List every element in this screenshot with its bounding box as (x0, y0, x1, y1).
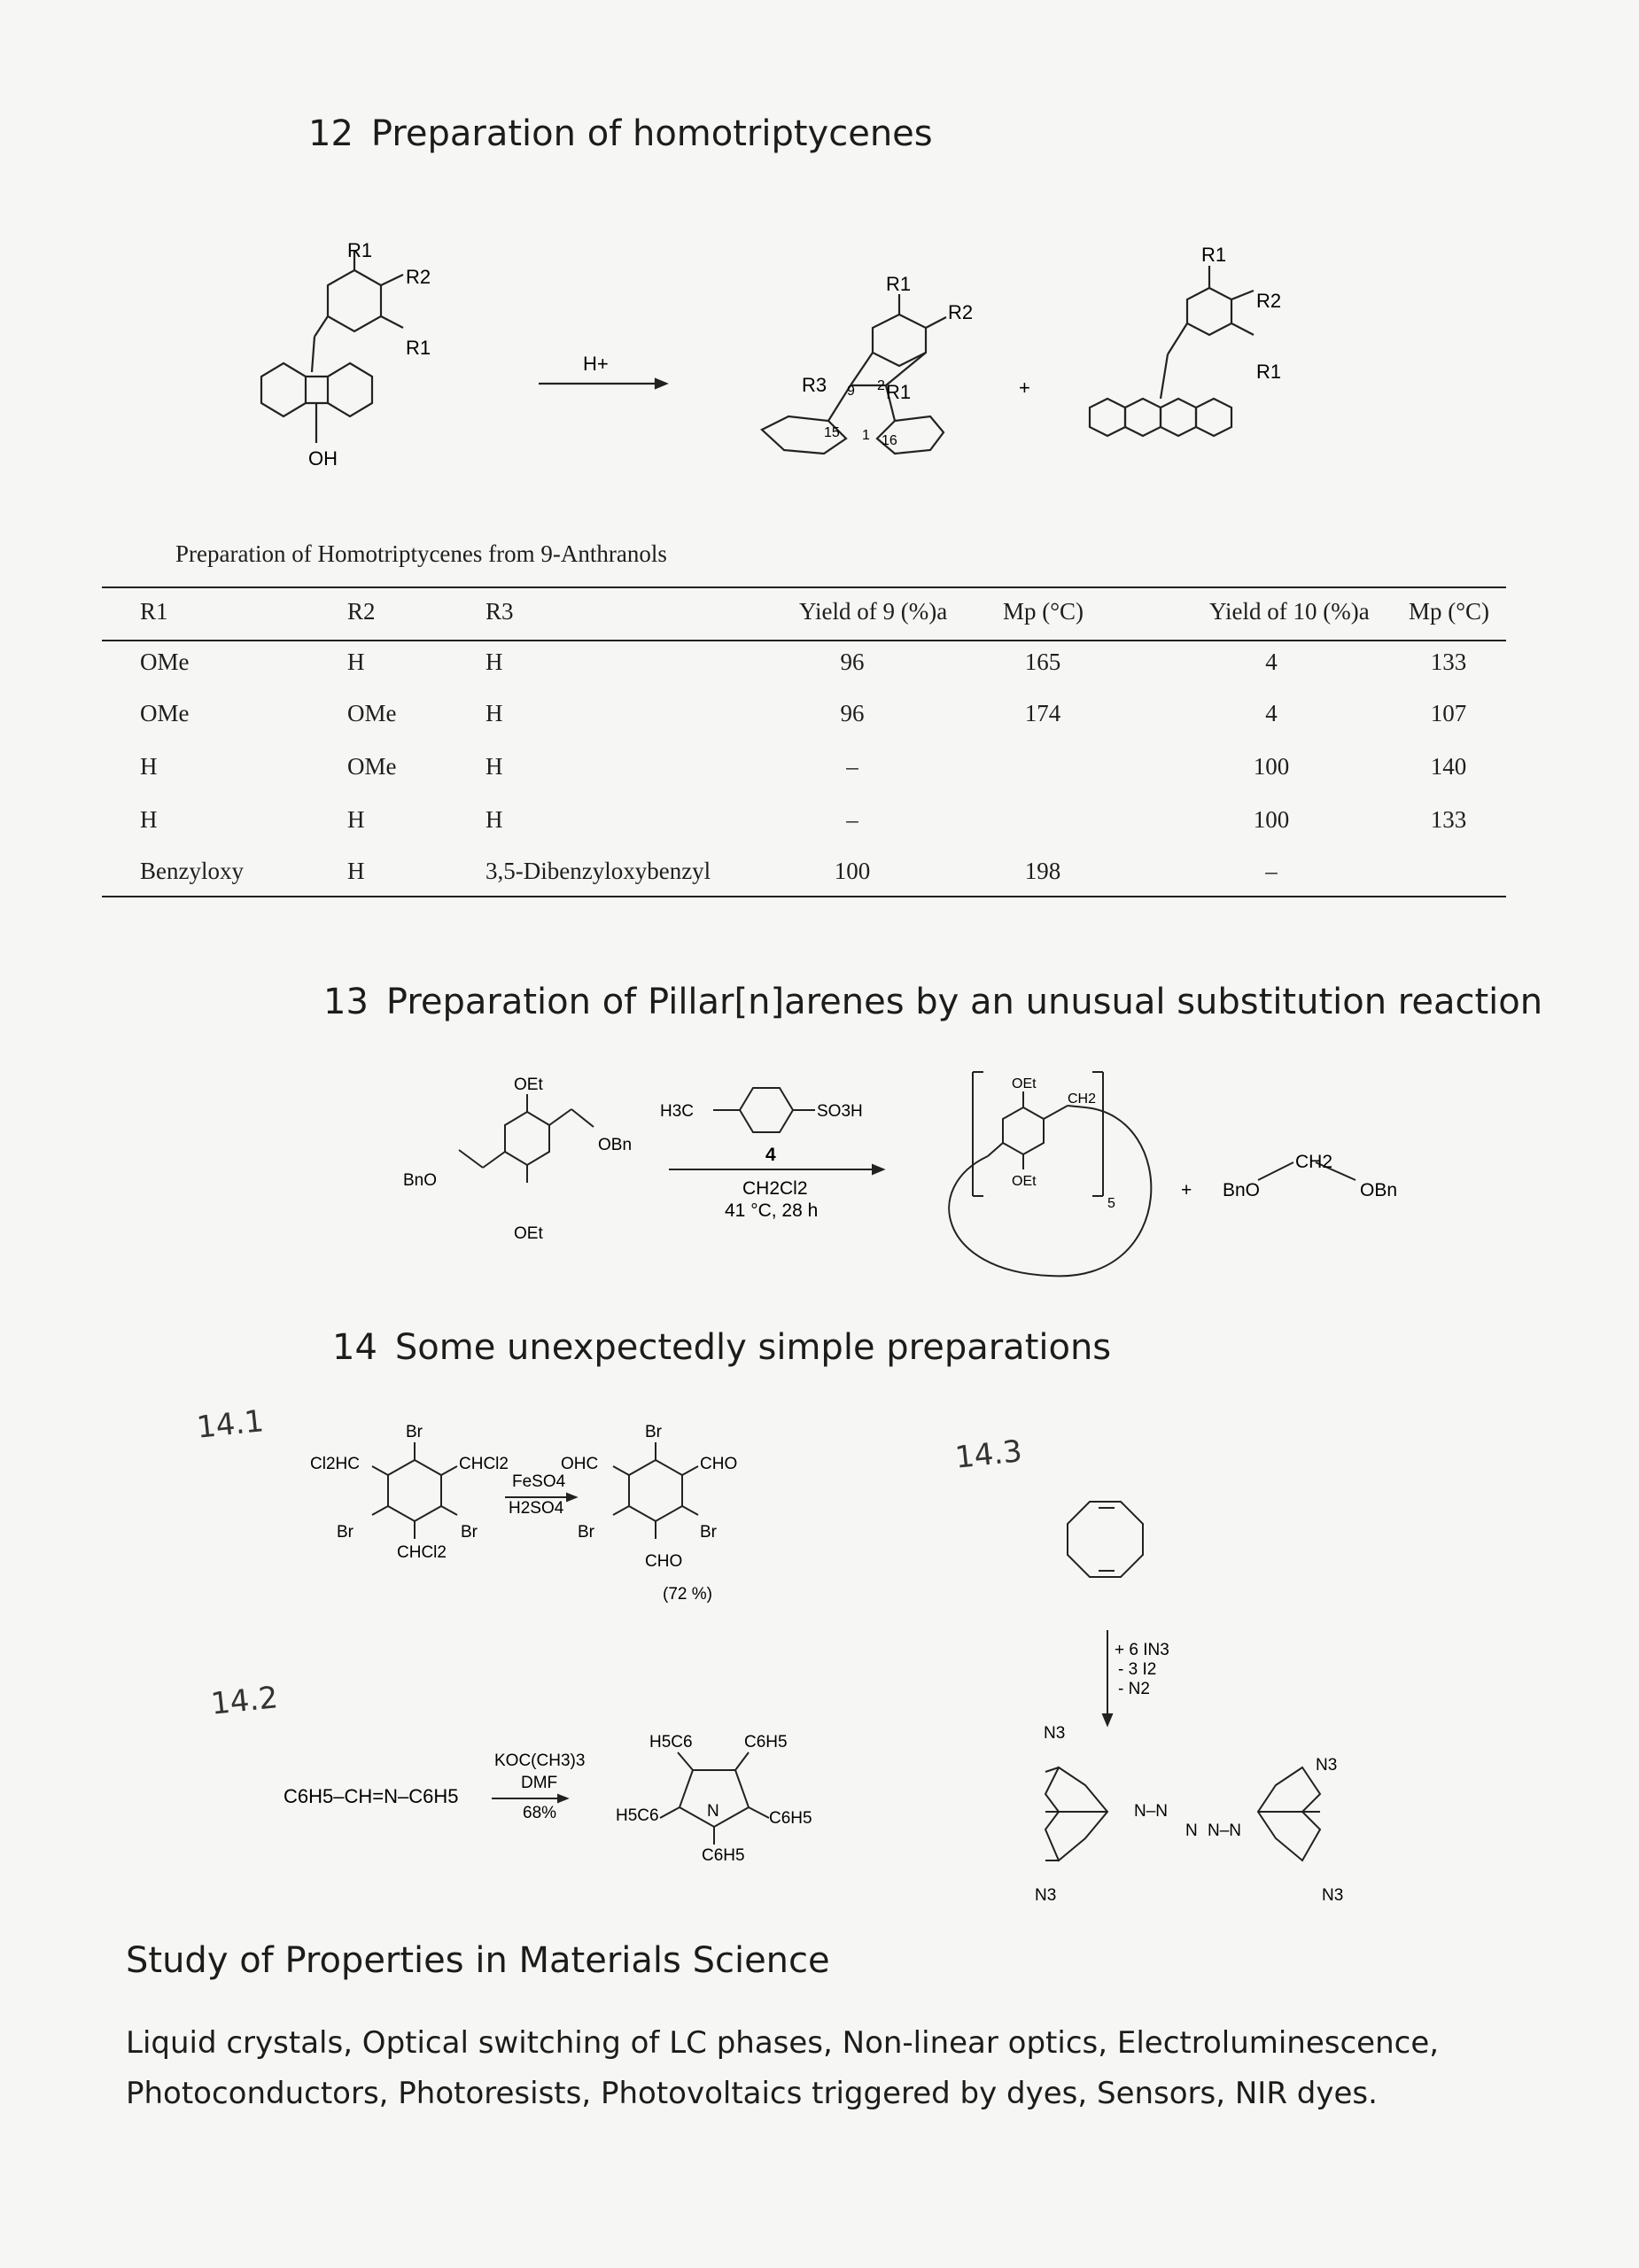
table-cell: OMe (140, 649, 190, 675)
label-phenyl: H5C6 (616, 1806, 659, 1825)
label-obn: OBn (598, 1136, 633, 1154)
table-cell: 174 (1024, 700, 1061, 726)
position-9: 9 (847, 384, 855, 399)
section-14-heading (332, 1327, 1111, 1368)
section-title: Preparation of homotriptycenes (370, 113, 933, 154)
table-cell: – (846, 806, 858, 833)
table-cell: H (485, 753, 503, 780)
table-cell: 133 (1430, 806, 1467, 833)
table-cell: 100 (1253, 806, 1290, 833)
plus-sign: + (1019, 377, 1030, 399)
label-r3: R3 (802, 374, 827, 396)
table-cell: – (1265, 858, 1278, 884)
label-br: Br (461, 1523, 478, 1542)
condition-label: + 6 IN3 (1115, 1641, 1169, 1659)
label-ch2: CH2 (1295, 1152, 1333, 1172)
table-top-rule (102, 586, 1506, 588)
column-header: R3 (485, 598, 514, 625)
yield-label: (72 %) (663, 1585, 712, 1604)
label-oh: OH (308, 447, 338, 470)
table-cell: H (485, 649, 503, 675)
condition-label: - 3 I2 (1118, 1660, 1157, 1679)
label-azo-bridge: N–N (1208, 1821, 1242, 1840)
handwritten-tag-14-1: 14.1 (195, 1403, 266, 1446)
label-chcl2: CHCl2 (397, 1543, 447, 1562)
plus-sign: + (1181, 1180, 1192, 1200)
label-r1: R1 (406, 337, 431, 359)
table-cell: 165 (1024, 649, 1061, 675)
table-cell: H (347, 649, 365, 675)
label-oet: OEt (514, 1224, 543, 1243)
position-15: 15 (824, 425, 840, 440)
table-cell: H (347, 806, 365, 833)
label-n3: N3 (1035, 1886, 1057, 1905)
label-ohc: OHC (561, 1455, 599, 1473)
reagent-label: KOC(CH3)3 (494, 1751, 586, 1770)
conditions-label: 41 °C, 28 h (725, 1200, 819, 1221)
label-n3: N3 (1322, 1886, 1344, 1905)
column-header: Yield of 10 (%)a (1209, 598, 1370, 625)
label-oet: OEt (514, 1076, 543, 1094)
table-cell: 198 (1024, 858, 1061, 884)
table-cell: 100 (1253, 753, 1290, 780)
table-cell: H (485, 700, 503, 726)
label-bno: BnO (403, 1171, 438, 1190)
label-br: Br (578, 1523, 594, 1542)
section-13-heading (323, 982, 1542, 1022)
label-azo-bridge: N–N (1134, 1802, 1169, 1821)
reagent-label: H+ (583, 353, 609, 375)
catalyst-h3c: H3C (660, 1102, 695, 1121)
label-br: Br (700, 1523, 717, 1542)
scheme-12 (0, 221, 1639, 514)
section-number: 14 (332, 1327, 377, 1368)
label-r1: R1 (886, 273, 912, 295)
label-n: N (707, 1802, 719, 1821)
table-cell: OMe (347, 700, 397, 726)
label-ch2: CH2 (1068, 1091, 1097, 1107)
reagent-label: H2SO4 (509, 1499, 564, 1518)
scheme-14 (0, 1418, 1639, 1931)
column-header: Yield of 9 (%)a (799, 598, 948, 625)
label-azo-bridge: N (1185, 1821, 1198, 1840)
column-header: Mp (°C) (1409, 598, 1490, 625)
table-cell: 140 (1430, 753, 1467, 780)
properties-line-1: Liquid crystals, Optical switching of LC phases, Non-linear optics, Electroluminescence, (126, 2025, 1440, 2061)
reagent-label: DMF (521, 1774, 558, 1792)
handwritten-tag-14-3: 14.3 (953, 1433, 1024, 1476)
label-n3: N3 (1316, 1756, 1338, 1775)
table-cell: 96 (840, 700, 865, 726)
label-br: Br (645, 1423, 662, 1441)
reactant-label: C6H5–CH=N–C6H5 (284, 1785, 459, 1807)
table-caption: Preparation of Homotriptycenes from 9-Anthranols (175, 540, 667, 567)
section-title: Some unexpectedly simple preparations (394, 1327, 1112, 1368)
scheme-13 (0, 1054, 1639, 1293)
label-chcl2: CHCl2 (459, 1455, 509, 1473)
table-cell: H (140, 753, 158, 780)
table-cell: 100 (834, 858, 871, 884)
section-number: 13 (323, 982, 369, 1022)
table-cell: 96 (840, 649, 865, 675)
table-cell: 3,5-Dibenzyloxybenzyl (485, 858, 711, 884)
repeat-subscript: 5 (1107, 1196, 1115, 1211)
label-oet: OEt (1012, 1174, 1037, 1189)
label-phenyl: C6H5 (702, 1846, 745, 1865)
label-chcl2: Cl2HC (310, 1455, 360, 1473)
label-phenyl: C6H5 (744, 1733, 788, 1751)
position-16: 16 (882, 433, 897, 448)
table-cell: H (140, 806, 158, 833)
label-r2: R2 (406, 266, 431, 288)
label-r1: R1 (886, 381, 912, 403)
column-header: Mp (°C) (1003, 598, 1084, 625)
table-cell: 4 (1265, 649, 1278, 675)
table-cell: OMe (140, 700, 190, 726)
catalyst-so3h: SO3H (817, 1102, 863, 1121)
table-cell: 107 (1430, 700, 1467, 726)
catalyst-number: 4 (765, 1145, 776, 1165)
table-cell: H (347, 858, 365, 884)
section-title: Preparation of Pillar[n]arenes by an unusual substitution reaction (385, 982, 1543, 1022)
label-r1: R1 (1201, 244, 1227, 266)
label-obn: OBn (1360, 1180, 1398, 1200)
position-2: 2 (877, 378, 885, 393)
properties-heading: Study of Properties in Materials Science (126, 1940, 830, 1981)
properties-line-2: Photoconductors, Photoresists, Photovoltaics triggered by dyes, Sensors, NIR dyes. (126, 2076, 1378, 2111)
table-cell: H (485, 806, 503, 833)
label-n3: N3 (1044, 1724, 1066, 1743)
condition-label: - N2 (1118, 1680, 1150, 1698)
position-1: 1 (862, 428, 870, 443)
handwritten-tag-14-2: 14.2 (209, 1680, 280, 1722)
label-r1: R1 (347, 239, 373, 261)
table-bottom-rule (102, 896, 1506, 897)
column-header: R2 (347, 598, 376, 625)
yield-label: 68% (523, 1804, 557, 1822)
reagent-label: FeSO4 (512, 1472, 566, 1491)
label-br: Br (337, 1523, 353, 1542)
column-header: R1 (140, 598, 168, 625)
solvent-label: CH2Cl2 (742, 1178, 808, 1199)
label-bno: BnO (1223, 1180, 1261, 1200)
label-phenyl: H5C6 (649, 1733, 693, 1751)
table-cell: Benzyloxy (140, 858, 244, 884)
table-cell: OMe (347, 753, 397, 780)
table-cell: 4 (1265, 700, 1278, 726)
label-r2: R2 (1256, 290, 1282, 312)
table-cell: 133 (1430, 649, 1467, 675)
label-br: Br (406, 1423, 423, 1441)
table-header-rule (102, 640, 1506, 641)
label-r1: R1 (1256, 361, 1282, 383)
table-cell: – (846, 753, 858, 780)
label-r2: R2 (948, 301, 974, 323)
label-oet: OEt (1012, 1076, 1037, 1091)
label-phenyl: C6H5 (769, 1809, 812, 1828)
label-cho: CHO (645, 1552, 683, 1571)
label-cho: CHO (700, 1455, 738, 1473)
section-12-heading (308, 113, 933, 154)
section-number: 12 (308, 113, 353, 154)
